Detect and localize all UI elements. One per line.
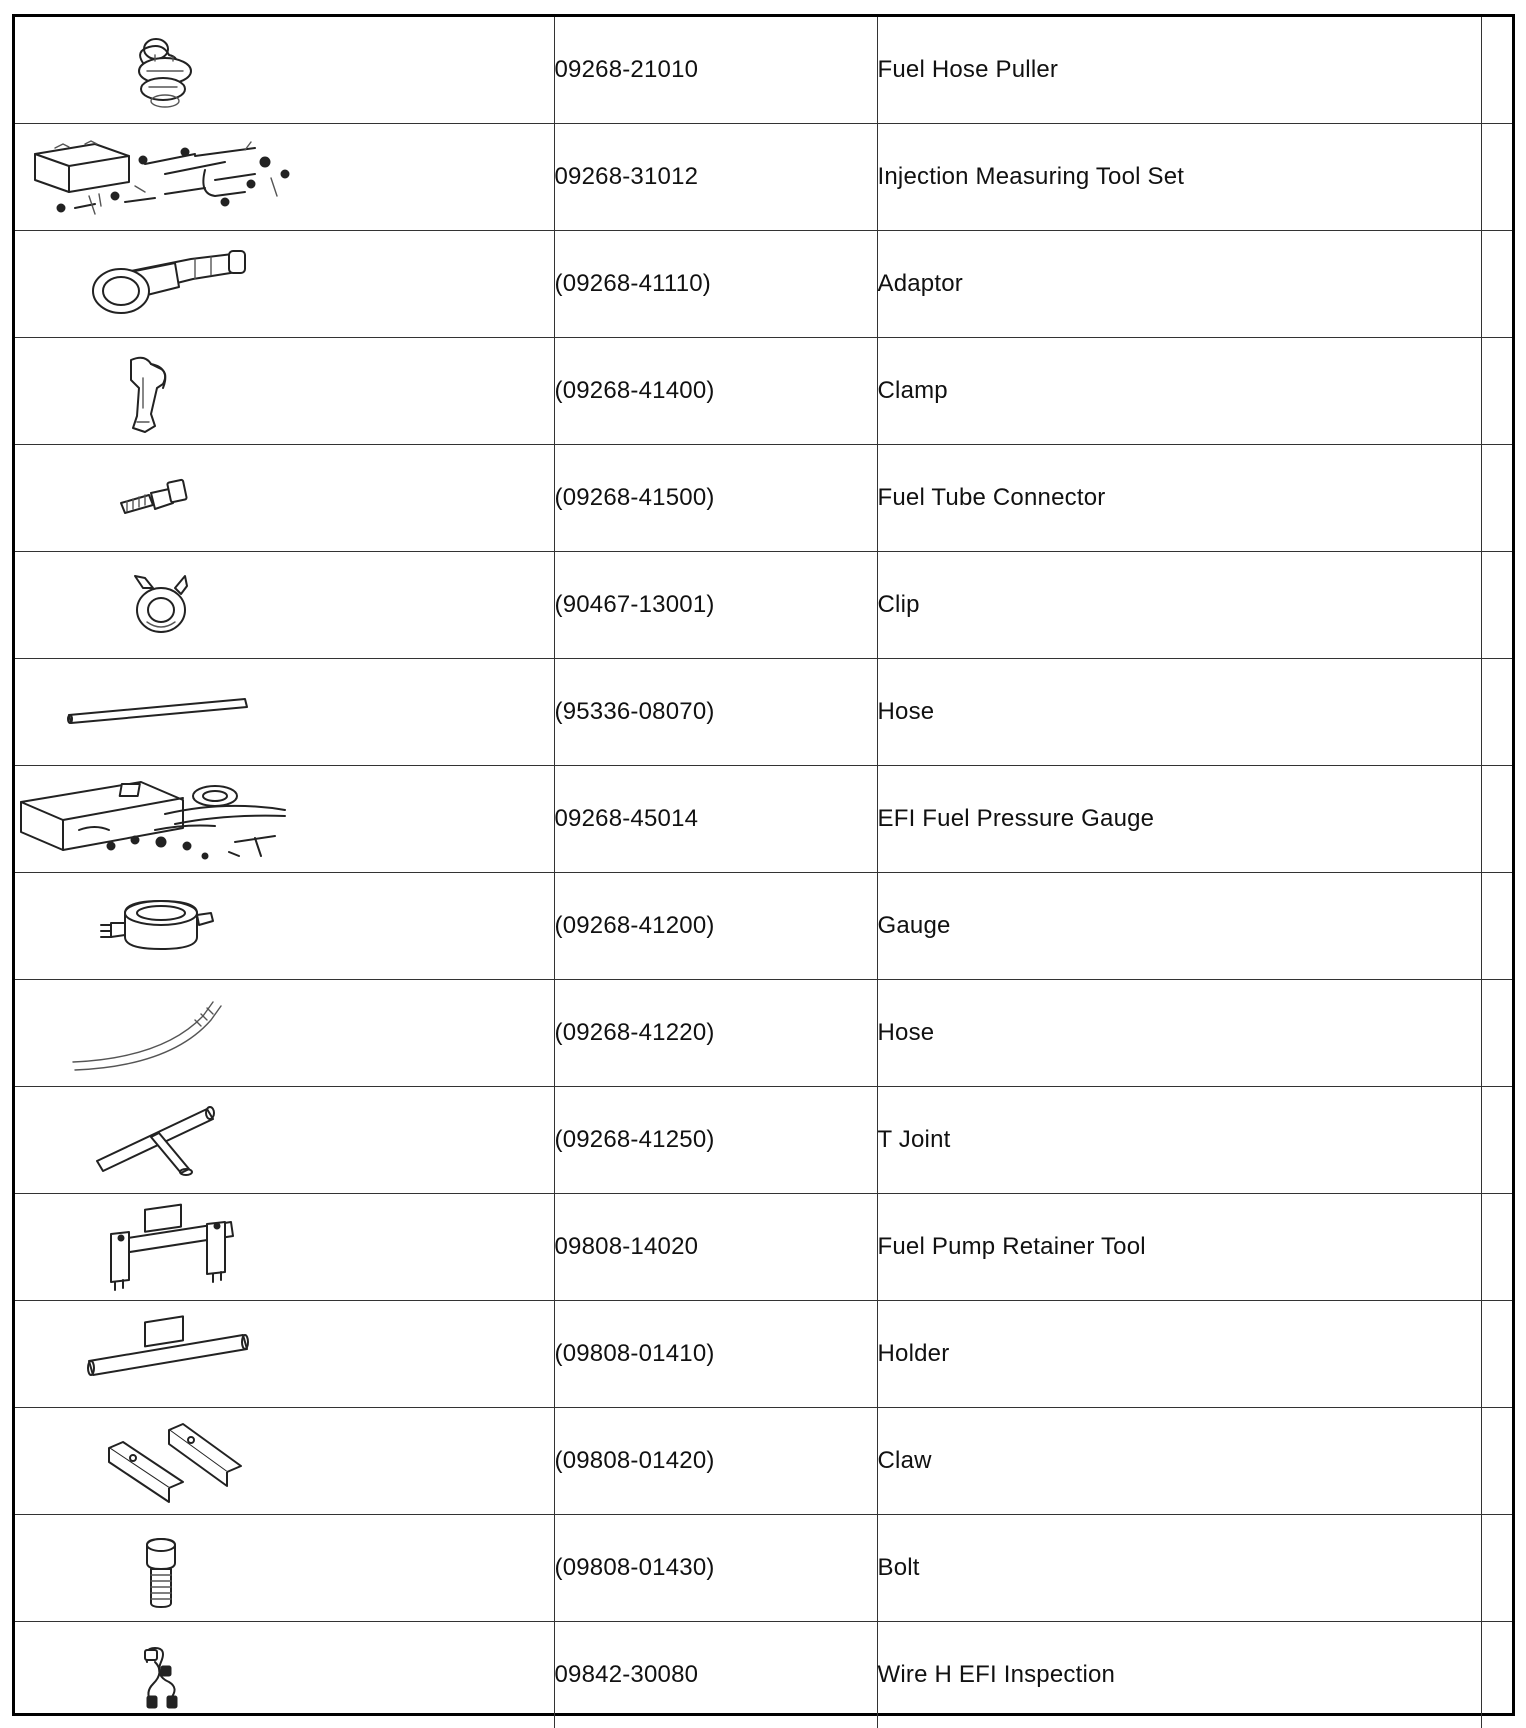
tool-name: Gauge	[877, 873, 1481, 980]
tool-name: T Joint	[877, 1087, 1481, 1194]
tool-name: Bolt	[877, 1515, 1481, 1622]
table-row	[15, 17, 1512, 124]
table-row	[15, 1194, 1512, 1301]
tool-name: Adaptor	[877, 231, 1481, 338]
holder-icon	[15, 1301, 554, 1407]
part-number: (09808-01420)	[554, 1408, 877, 1515]
part-number: (09268-41500)	[554, 445, 877, 552]
bolt-icon	[15, 1515, 554, 1621]
part-number: 09268-31012	[554, 124, 877, 231]
blank-cell	[1481, 980, 1512, 1087]
part-number: 09268-21010	[554, 17, 877, 124]
part-number: (09268-41220)	[554, 980, 877, 1087]
tool-illustration-cell	[15, 1194, 554, 1301]
fuel-hose-puller-icon	[15, 17, 554, 123]
table-row	[15, 1515, 1512, 1622]
blank-cell	[1481, 766, 1512, 873]
part-number: (09268-41400)	[554, 338, 877, 445]
tool-illustration-cell	[15, 766, 554, 873]
table-row	[15, 659, 1512, 766]
blank-cell	[1481, 445, 1512, 552]
blank-cell	[1481, 1408, 1512, 1515]
injection-measuring-tool-set-icon	[15, 124, 554, 230]
table-row	[15, 445, 1512, 552]
part-number: (09808-01430)	[554, 1515, 877, 1622]
blank-cell	[1481, 1622, 1512, 1728]
table-row	[15, 873, 1512, 980]
gauge-icon	[15, 873, 554, 979]
fuel-pump-retainer-tool-icon	[15, 1194, 554, 1300]
tool-illustration-cell	[15, 1408, 554, 1515]
tool-illustration-cell	[15, 1515, 554, 1622]
wire-harness-icon	[15, 1622, 554, 1728]
table-row	[15, 231, 1512, 338]
part-number: 09842-30080	[554, 1622, 877, 1728]
table-row	[15, 1622, 1512, 1728]
blank-cell	[1481, 1515, 1512, 1622]
table-row	[15, 1301, 1512, 1408]
tool-illustration-cell	[15, 124, 554, 231]
clamp-icon	[15, 338, 554, 444]
blank-cell	[1481, 1087, 1512, 1194]
tool-name: Hose	[877, 659, 1481, 766]
tool-name: Clip	[877, 552, 1481, 659]
blank-cell	[1481, 659, 1512, 766]
tool-name: Clamp	[877, 338, 1481, 445]
tool-name: Claw	[877, 1408, 1481, 1515]
part-number: (90467-13001)	[554, 552, 877, 659]
table-row	[15, 980, 1512, 1087]
blank-cell	[1481, 124, 1512, 231]
t-joint-icon	[15, 1087, 554, 1193]
part-number: 09268-45014	[554, 766, 877, 873]
clip-icon	[15, 552, 554, 658]
fuel-tube-connector-icon	[15, 445, 554, 551]
efi-fuel-pressure-gauge-icon	[15, 766, 554, 872]
tool-illustration-cell	[15, 980, 554, 1087]
table-row	[15, 1087, 1512, 1194]
tool-illustration-cell	[15, 1301, 554, 1408]
table-row	[15, 1408, 1512, 1515]
tool-name: EFI Fuel Pressure Gauge	[877, 766, 1481, 873]
part-number: (09268-41110)	[554, 231, 877, 338]
tool-illustration-cell	[15, 231, 554, 338]
tool-illustration-cell	[15, 445, 554, 552]
blank-cell	[1481, 1194, 1512, 1301]
blank-cell	[1481, 873, 1512, 980]
table-row	[15, 338, 1512, 445]
table-row	[15, 552, 1512, 659]
part-number: (09268-41200)	[554, 873, 877, 980]
table-row	[15, 124, 1512, 231]
part-number: 09808-14020	[554, 1194, 877, 1301]
adaptor-icon	[15, 231, 554, 337]
curved-hose-icon	[15, 980, 554, 1086]
tool-name: Injection Measuring Tool Set	[877, 124, 1481, 231]
tool-illustration-cell	[15, 873, 554, 980]
tool-illustration-cell	[15, 17, 554, 124]
tool-illustration-cell	[15, 1087, 554, 1194]
table-row	[15, 766, 1512, 873]
part-number: (09268-41250)	[554, 1087, 877, 1194]
claw-icon	[15, 1408, 554, 1514]
blank-cell	[1481, 1301, 1512, 1408]
blank-cell	[1481, 338, 1512, 445]
part-number: (09808-01410)	[554, 1301, 877, 1408]
tool-name: Fuel Pump Retainer Tool	[877, 1194, 1481, 1301]
special-tools-table	[15, 17, 1512, 1728]
tool-illustration-cell	[15, 552, 554, 659]
tool-name: Wire H EFI Inspection	[877, 1622, 1481, 1728]
tool-name: Holder	[877, 1301, 1481, 1408]
tool-name: Hose	[877, 980, 1481, 1087]
tool-illustration-cell	[15, 659, 554, 766]
blank-cell	[1481, 17, 1512, 124]
tool-illustration-cell	[15, 1622, 554, 1728]
hose-icon	[15, 659, 554, 765]
special-tools-sheet	[12, 14, 1515, 1716]
tool-name: Fuel Hose Puller	[877, 17, 1481, 124]
blank-cell	[1481, 231, 1512, 338]
tool-name: Fuel Tube Connector	[877, 445, 1481, 552]
tool-illustration-cell	[15, 338, 554, 445]
part-number: (95336-08070)	[554, 659, 877, 766]
blank-cell	[1481, 552, 1512, 659]
